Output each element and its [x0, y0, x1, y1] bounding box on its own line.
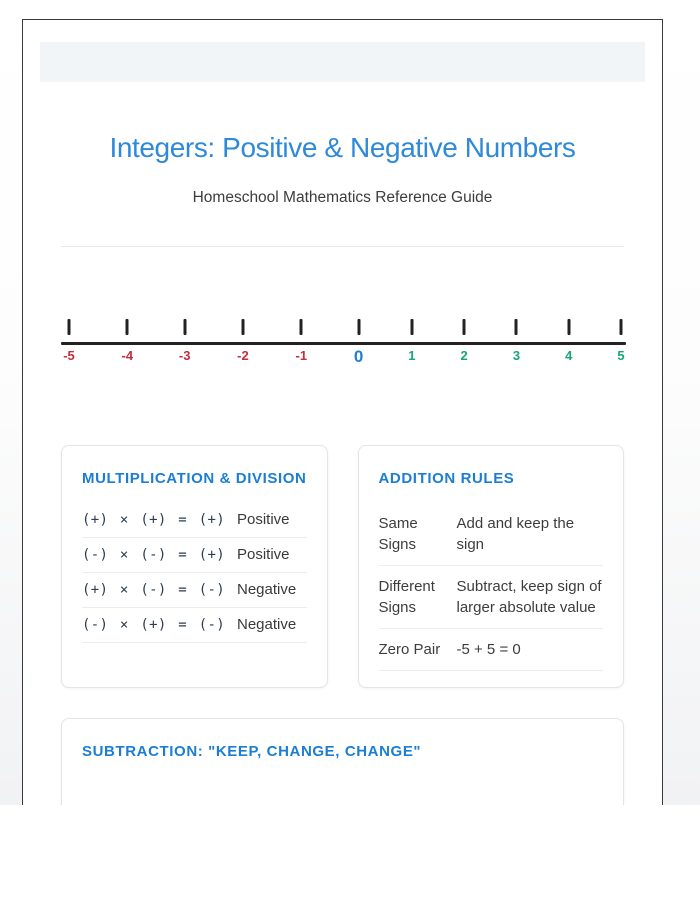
tick-label: 3	[512, 348, 521, 363]
multiplication-division-card	[61, 445, 328, 688]
equation-row	[82, 503, 307, 538]
tick-label: 2	[460, 348, 468, 363]
tick-label: 4	[565, 348, 573, 363]
addition-rule-description: Subtract, keep sign of larger absolute value	[456, 578, 602, 616]
header-bar	[40, 42, 645, 82]
addition-rule-label: Same Signs	[378, 515, 418, 553]
equation-result: Negative	[237, 581, 297, 598]
header-divider	[61, 246, 624, 247]
subtraction-heading: SUBTRACTION: "KEEP, CHANGE, CHANGE"	[82, 743, 422, 760]
tick-mark	[567, 319, 570, 335]
tick-label: -4	[121, 348, 134, 363]
subtraction-card	[61, 718, 624, 805]
tick-label: 5	[617, 348, 625, 363]
tick-label: -3	[178, 348, 191, 363]
tick-mark	[241, 319, 244, 335]
addition-rule-row	[379, 629, 604, 671]
equation: (-) × (+) = (-)	[82, 617, 225, 633]
equation-row	[82, 608, 307, 643]
tick-label: -1	[295, 348, 308, 363]
cards-row	[61, 445, 624, 688]
multiplication-division-heading: MULTIPLICATION & DIVISION	[82, 470, 307, 487]
tick-mark	[357, 319, 360, 335]
addition-rule-description: -5 + 5 = 0	[456, 641, 521, 658]
tick-mark	[300, 319, 303, 335]
equation-row	[82, 538, 307, 573]
equation-result: Positive	[237, 546, 290, 563]
tick-mark	[410, 319, 413, 335]
tick-label-zero: 0	[353, 347, 364, 366]
number-line-axis	[61, 342, 626, 345]
equation: (+) × (+) = (+)	[82, 512, 225, 528]
tick-label: -5	[63, 348, 75, 363]
addition-rule-label: Zero Pair	[378, 641, 441, 658]
addition-rules-heading: ADDITION RULES	[378, 470, 515, 487]
tick-label: 1	[408, 348, 416, 363]
addition-rule-row	[379, 503, 604, 566]
tick-mark	[463, 319, 466, 335]
page-subtitle: Homeschool Mathematics Reference Guide	[192, 189, 493, 206]
tick-mark	[126, 319, 129, 335]
tick-mark	[620, 319, 623, 335]
equation-result: Negative	[237, 616, 297, 633]
equation-row	[82, 573, 307, 608]
tick-mark	[68, 319, 71, 335]
tick-mark	[183, 319, 186, 335]
addition-rule-row	[379, 566, 604, 629]
addition-rules-card	[358, 445, 625, 688]
tick-label: -2	[237, 348, 249, 363]
equation-result: Positive	[237, 511, 290, 528]
equation: (-) × (-) = (+)	[82, 547, 225, 563]
addition-rule-label: Different Signs	[378, 578, 435, 616]
tick-mark	[515, 319, 518, 335]
document-page	[22, 19, 663, 805]
number-line	[63, 319, 625, 366]
page-title: Integers: Positive & Negative Numbers	[109, 132, 576, 163]
equation: (+) × (-) = (-)	[82, 582, 225, 598]
addition-rule-description: Add and keep the sign	[456, 515, 575, 553]
